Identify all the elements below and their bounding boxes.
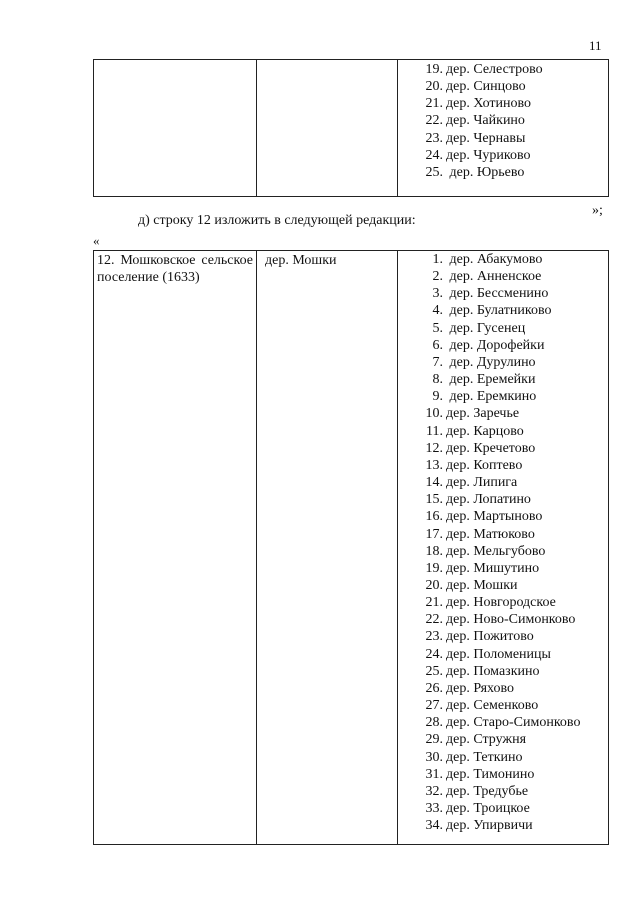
village-number: 20. bbox=[425, 79, 443, 95]
village-item bbox=[422, 164, 608, 181]
village-name: дер. Чуриково bbox=[446, 147, 531, 163]
village-item bbox=[422, 95, 608, 112]
village-name: дер. Помазкино bbox=[446, 663, 540, 679]
village-number: 2. bbox=[432, 269, 443, 285]
village-item bbox=[422, 457, 608, 474]
village-number: 11. bbox=[426, 423, 443, 439]
village-number: 17. bbox=[425, 526, 443, 542]
village-name: дер. Еремейки bbox=[446, 372, 536, 388]
village-name: дер. Липига bbox=[446, 475, 518, 491]
village-item bbox=[422, 474, 608, 491]
village-item bbox=[422, 766, 608, 783]
village-name: дер. Старо-Симонково bbox=[446, 715, 581, 731]
admin-center-name: дер. Мошки bbox=[265, 253, 337, 268]
village-number: 13. bbox=[425, 457, 443, 473]
villages-cell bbox=[398, 60, 609, 197]
page-number: 11 bbox=[589, 38, 602, 53]
village-name: дер. Тимонино bbox=[446, 766, 535, 782]
village-item bbox=[422, 697, 608, 714]
village-number: 28. bbox=[425, 715, 443, 731]
village-number: 30. bbox=[425, 749, 443, 765]
village-item bbox=[422, 611, 608, 628]
village-item bbox=[422, 251, 608, 268]
village-item bbox=[422, 354, 608, 371]
region-name: 12. Мошковское сельское поселение (1633) bbox=[97, 253, 253, 286]
village-item bbox=[422, 731, 608, 748]
amendment-instruction: д) строку 12 изложить в следующей редакции: bbox=[138, 213, 416, 228]
village-item bbox=[422, 560, 608, 577]
village-number: 24. bbox=[425, 646, 443, 662]
village-item bbox=[422, 302, 608, 319]
village-item bbox=[422, 628, 608, 645]
village-name: дер. Дурулино bbox=[446, 354, 536, 370]
village-name: дер. Хотиново bbox=[446, 96, 531, 112]
continued-settlements-table bbox=[93, 59, 609, 197]
village-item bbox=[422, 800, 608, 817]
table-row bbox=[94, 251, 609, 845]
village-item bbox=[422, 749, 608, 766]
settlements-table bbox=[93, 250, 609, 845]
village-item bbox=[422, 577, 608, 594]
village-item bbox=[422, 714, 608, 731]
villages-list bbox=[398, 251, 608, 834]
village-item bbox=[422, 78, 608, 95]
village-number: 6. bbox=[432, 337, 443, 353]
region-cell bbox=[94, 60, 257, 197]
village-name: дер. Заречье bbox=[446, 406, 520, 422]
village-name: дер. Мишутино bbox=[446, 560, 540, 576]
village-number: 25. bbox=[425, 164, 443, 180]
village-number: 31. bbox=[425, 766, 443, 782]
region-cell bbox=[94, 251, 257, 845]
village-name: дер. Ряхово bbox=[446, 680, 515, 696]
village-name: дер. Анненское bbox=[446, 269, 542, 285]
village-name: дер. Ново-Симонково bbox=[446, 612, 576, 628]
village-item bbox=[422, 491, 608, 508]
village-number: 22. bbox=[425, 113, 443, 129]
admin-center-cell bbox=[257, 60, 398, 197]
village-number: 25. bbox=[425, 663, 443, 679]
village-name: дер. Абакумово bbox=[446, 252, 543, 267]
village-number: 32. bbox=[425, 783, 443, 799]
village-item bbox=[422, 337, 608, 354]
village-number: 3. bbox=[432, 286, 443, 302]
village-item bbox=[422, 147, 608, 164]
village-number: 21. bbox=[425, 96, 443, 112]
village-item bbox=[422, 61, 608, 78]
village-name: дер. Гусенец bbox=[446, 320, 526, 336]
village-item bbox=[422, 663, 608, 680]
village-name: дер. Синцово bbox=[446, 79, 526, 95]
village-number: 34. bbox=[425, 818, 443, 834]
admin-center-cell bbox=[257, 251, 398, 845]
village-number: 20. bbox=[425, 577, 443, 593]
village-name: дер. Мошки bbox=[446, 577, 518, 593]
village-item bbox=[422, 508, 608, 525]
village-number: 1. bbox=[432, 252, 443, 267]
village-number: 22. bbox=[425, 612, 443, 628]
village-number: 12. bbox=[425, 440, 443, 456]
village-number: 9. bbox=[432, 389, 443, 405]
village-name: дер. Еремкино bbox=[446, 389, 537, 405]
village-number: 14. bbox=[425, 475, 443, 491]
village-name: дер. Коптево bbox=[446, 457, 523, 473]
village-name: дер. Поломеницы bbox=[446, 646, 551, 662]
village-number: 33. bbox=[425, 801, 443, 816]
village-item bbox=[422, 130, 608, 147]
village-name: дер. Булатниково bbox=[446, 303, 552, 319]
village-name: дер. Матюково bbox=[446, 526, 535, 542]
village-name: дер. Семенково bbox=[446, 698, 539, 714]
village-item bbox=[422, 285, 608, 302]
village-number: 21. bbox=[425, 595, 443, 611]
village-number: 16. bbox=[425, 509, 443, 525]
village-number: 8. bbox=[432, 372, 443, 388]
village-item bbox=[422, 112, 608, 129]
village-name: дер. Мельгубово bbox=[446, 543, 546, 559]
village-number: 4. bbox=[432, 303, 443, 319]
village-name: дер. Тредубье bbox=[446, 783, 529, 799]
village-item bbox=[422, 423, 608, 440]
village-number: 26. bbox=[425, 680, 443, 696]
village-number: 29. bbox=[425, 732, 443, 748]
village-item bbox=[422, 405, 608, 422]
village-item bbox=[422, 526, 608, 543]
village-name: дер. Дорофейки bbox=[446, 337, 545, 353]
table-row bbox=[94, 60, 609, 197]
village-item bbox=[422, 543, 608, 560]
village-number: 24. bbox=[425, 147, 443, 163]
village-item bbox=[422, 680, 608, 697]
village-number: 15. bbox=[425, 492, 443, 508]
village-name: дер. Пожитово bbox=[446, 629, 534, 645]
village-name: дер. Стружня bbox=[446, 732, 527, 748]
village-name: дер. Лопатино bbox=[446, 492, 531, 508]
village-item bbox=[422, 320, 608, 337]
villages-list bbox=[398, 60, 608, 181]
village-item bbox=[422, 646, 608, 663]
village-name: дер. Юрьево bbox=[446, 164, 525, 180]
village-name: дер. Карцово bbox=[446, 423, 524, 439]
village-number: 23. bbox=[425, 130, 443, 146]
village-number: 10. bbox=[425, 406, 443, 422]
village-name: дер. Чернавы bbox=[446, 130, 526, 146]
village-number: 18. bbox=[425, 543, 443, 559]
village-item bbox=[422, 268, 608, 285]
village-item bbox=[422, 440, 608, 457]
village-name: дер. Новгородское bbox=[446, 595, 556, 611]
village-number: 19. bbox=[425, 62, 443, 77]
villages-cell bbox=[398, 251, 609, 845]
village-name: дер. Кречетово bbox=[446, 440, 536, 456]
opening-quote: « bbox=[93, 233, 100, 248]
closing-quote: »; bbox=[592, 203, 603, 218]
village-name: дер. Бессменино bbox=[446, 286, 549, 302]
village-name: дер. Мартыново bbox=[446, 509, 543, 525]
village-name: дер. Селестрово bbox=[446, 62, 543, 77]
village-name: дер. Упирвичи bbox=[446, 818, 533, 834]
village-name: дер. Троицкое bbox=[446, 801, 530, 816]
village-number: 27. bbox=[425, 698, 443, 714]
village-item bbox=[422, 783, 608, 800]
village-number: 19. bbox=[425, 560, 443, 576]
village-name: дер. Теткино bbox=[446, 749, 523, 765]
village-number: 23. bbox=[425, 629, 443, 645]
village-item bbox=[422, 371, 608, 388]
village-item bbox=[422, 817, 608, 834]
village-number: 5. bbox=[432, 320, 443, 336]
village-item bbox=[422, 594, 608, 611]
village-number: 7. bbox=[432, 354, 443, 370]
village-item bbox=[422, 388, 608, 405]
village-name: дер. Чайкино bbox=[446, 113, 525, 129]
